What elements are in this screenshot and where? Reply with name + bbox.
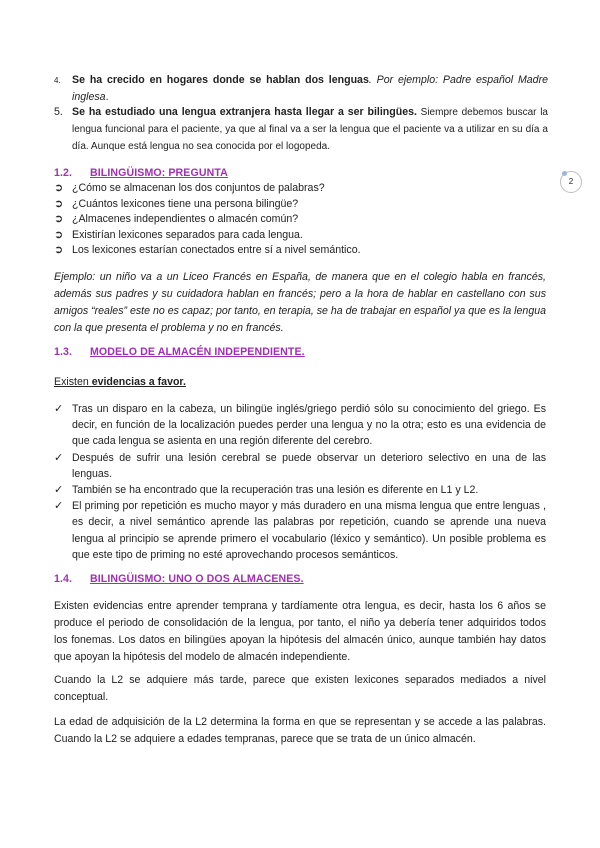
- body-paragraph: Existen evidencias entre aprender temprana y tardíamente otra lengua, es decir, hasta los 6 años se produce el periodo de consolidación de la lengua, por tanto, el niño ya debería tener adquiridos todos los fonemas. Los datos en bilingües apoyan la hipótesis del almacén único, aunque también hay datos que apoyan la hipótesis del modelo de almacén independiente.: [54, 600, 546, 663]
- arrow-bullet-icon: ➲: [54, 197, 64, 210]
- section-number: 1.4.: [54, 573, 73, 585]
- list-item: [54, 243, 548, 259]
- item-end-punct: .: [105, 91, 109, 103]
- check-bullet-icon: ✓: [54, 403, 64, 415]
- evidence-prefix: Existen: [54, 376, 92, 388]
- numbered-item: [54, 72, 548, 106]
- list-item-text: El priming por repetición es mucho mayor y más duradero en una misma lengua que entre lenguas , es decir, a nivel semántico aprende las palabras por repetición, cuando se aprende una nueva lengua al principio se aprende primero el vocabulario (léxico y semántico). Un posible problema es que este tipo de priming no esté aprovechando procesos semánticos.: [72, 500, 546, 561]
- item-example-text: . Por ejemplo: Padre español Madre inglesa: [72, 74, 548, 103]
- example-paragraph: Ejemplo: un niño va a un Liceo Francés en España, de manera que en el colegio habla en francés, además sus padres y su cuidadora hablan en francés; pero a la hora de hablar en castellano con sus amigos “reales” este no es capaz; por tanto, en terapia, se ha de trabajar en español ya que es la lengua con la que presenta el problema y no en francés.: [54, 271, 546, 334]
- item-bold-text: Se ha crecido en hogares donde se hablan dos lenguas: [72, 74, 369, 86]
- list-item-text: Existirían lexicones separados para cada lengua.: [72, 228, 303, 241]
- section-title: BILINGÜISMO: UNO O DOS ALMACENES.: [90, 573, 304, 585]
- body-paragraph: Cuando la L2 se adquiere más tarde, parece que existen lexicones separados mediados a nivel conceptual.: [54, 674, 546, 703]
- body-paragraph: La edad de adquisición de la L2 determina la forma en que se representan y se accede a las palabras. Cuando la L2 se adquiere a edades tempranas, parece que se trata de un único almacén.: [54, 716, 546, 745]
- section-heading-1-4: [54, 573, 304, 585]
- list-item: [54, 482, 546, 498]
- page-number-badge: [560, 171, 582, 193]
- arrow-bullet-icon: ➲: [54, 213, 64, 226]
- arrow-bullet-icon: ➲: [54, 244, 64, 257]
- section-heading-1-3: [54, 346, 305, 358]
- list-item-text: Los lexicones estarían conectados entre sí a nivel semántico.: [72, 244, 361, 257]
- section-title: BILINGÜISMO: PREGUNTA: [90, 167, 228, 179]
- question-list: [54, 181, 548, 259]
- section-title: MODELO DE ALMACÉN INDEPENDIENTE.: [90, 346, 305, 358]
- page-number: 2: [568, 177, 574, 186]
- list-item: [54, 212, 548, 228]
- item-number: 4.: [54, 76, 61, 85]
- item-bold-text: Se ha estudiado una lengua extranjera hasta llegar a ser bilingües.: [72, 106, 417, 118]
- list-item: [54, 197, 548, 213]
- item-body-text: Siempre debemos buscar la lengua funcional para el paciente, ya que al final va a ser la lengua que el paciente va a utilizar en su día a día. Aunque está lengua no sea conocida por el logopeda.: [72, 107, 548, 152]
- evidence-label: [54, 374, 546, 391]
- section-number: 1.2.: [54, 167, 73, 179]
- numbered-item: [54, 104, 548, 155]
- check-bullet-icon: ✓: [54, 484, 64, 497]
- list-item-text: También se ha encontrado que la recuperación tras una lesión es diferente en L1 y L2.: [72, 484, 479, 497]
- list-item: [54, 228, 548, 244]
- list-item: [54, 401, 546, 450]
- arrow-bullet-icon: ➲: [54, 182, 64, 194]
- list-item-text: Tras un disparo en la cabeza, un bilingüe inglés/griego perdió sólo su conocimiento del griego. Es decir, en función de la localización puedes perder una lengua y no la otra; esto es una evidencia de que cada lengua se asienta en una región diferente del cerebro.: [72, 403, 546, 448]
- list-item-text: ¿Cuántos lexicones tiene una persona bilingüe?: [72, 197, 299, 210]
- list-item-text: ¿Almacenes independientes o almacén común?: [72, 213, 299, 226]
- arrow-bullet-icon: ➲: [54, 228, 64, 241]
- badge-dot: [562, 171, 567, 176]
- evidence-bold: evidencias a favor.: [91, 376, 186, 388]
- check-bullet-icon: ✓: [54, 500, 64, 513]
- list-item-text: Después de sufrir una lesión cerebral se puede observar un deterioro selectivo en una de las lenguas.: [72, 451, 546, 480]
- check-bullet-icon: ✓: [54, 451, 64, 464]
- section-heading-1-2: [54, 167, 228, 179]
- list-item: [54, 498, 546, 563]
- list-item: [54, 450, 546, 482]
- section-number: 1.3.: [54, 346, 73, 358]
- list-item-text: ¿Cómo se almacenan los dos conjuntos de palabras?: [72, 182, 325, 194]
- evidence-list: [54, 401, 546, 563]
- item-number: 5.: [54, 106, 63, 118]
- list-item: [54, 181, 548, 197]
